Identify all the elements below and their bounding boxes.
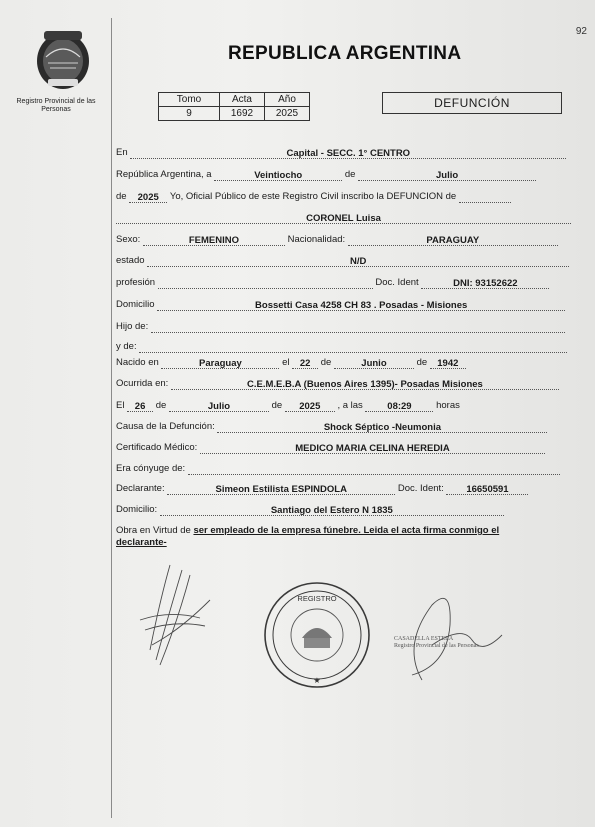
registry-label: Registro Provincial de las Personas (16, 98, 96, 113)
page-number: 92 (575, 26, 587, 37)
table-header-anio: Año (265, 93, 310, 107)
label-profesion: profesión (116, 277, 156, 288)
value-domicilio-declarante: Santiago del Estero N 1835 (270, 505, 393, 516)
label-en: En (116, 147, 128, 158)
table-header-acta: Acta (220, 93, 265, 107)
official-seal-role: Registro Provincial de las Personas (394, 643, 479, 649)
row-yde (116, 340, 571, 354)
official-seal-name: CASADELLA ESTELA (394, 636, 454, 642)
label-nacionalidad: Nacionalidad: (287, 234, 346, 245)
label-doc-declarante: Doc. Ident: (397, 483, 444, 494)
table-value-tomo: 9 (159, 107, 220, 121)
value-nac-anio: 1942 (437, 358, 459, 369)
value-domicilio: Bossetti Casa 4258 CH 83 . Posadas - Misiones (255, 300, 468, 311)
row-ocurrida (116, 377, 571, 391)
record-table (158, 92, 310, 121)
value-def-dia: 26 (134, 401, 146, 412)
label-de: de (344, 169, 356, 180)
row-date (116, 168, 571, 182)
official-seal-text (394, 636, 479, 650)
value-obra: ser empleado de la empresa fúnebre. Leida el acta firma conmigo el (193, 525, 500, 536)
value-hora: 08:29 (387, 401, 412, 412)
label-sexo: Sexo: (116, 234, 141, 245)
label-certificado: Certificado Médico: (116, 442, 198, 453)
value-sexo: FEMENINO (188, 235, 239, 246)
label-causa: Causa de la Defunción: (116, 421, 215, 432)
row-domicilio (116, 298, 571, 312)
label-nacido: Nacido en (116, 357, 159, 368)
page-title: REPUBLICA ARGENTINA (228, 43, 462, 64)
label-de: de (116, 191, 127, 202)
value-nacionalidad: PARAGUAY (426, 235, 480, 246)
label-domicilio-declarante: Domicilio: (116, 504, 158, 515)
label-yde: y de: (116, 341, 137, 352)
value-def-mes: Julio (207, 401, 231, 412)
label-republica: República Argentina, a (116, 169, 212, 180)
label-obra: Obra en Virtud de (116, 525, 191, 536)
label-de: de (271, 400, 283, 411)
value-certificado: MEDICO MARIA CELINA HEREDIA (295, 443, 450, 454)
row-year (116, 190, 571, 204)
value-obra-cont: declarante- (116, 537, 167, 548)
svg-text:REGISTRO: REGISTRO (297, 594, 337, 603)
row-certificado (116, 441, 571, 455)
signature-official-icon (392, 585, 512, 685)
label-official: Yo, Oficial Público de este Registro Civil inscribo la DEFUNCION de (169, 191, 457, 202)
label-alas: , a las (337, 400, 363, 411)
label-ocurrida: Ocurrida en: (116, 378, 169, 389)
value-doc: DNI: 93152622 (453, 278, 518, 289)
label-conyuge: Era cónyuge de: (116, 463, 186, 474)
value-def-anio: 2025 (299, 401, 321, 412)
label-domicilio: Domicilio (116, 299, 155, 310)
label-horas: horas (436, 400, 460, 411)
value-estado: N/D (349, 256, 367, 267)
province-logo-icon (34, 27, 92, 91)
value-ocurrida: C.E.M.E.B.A (Buenos Aires 1395)- Posadas Misiones (247, 379, 483, 390)
signature-declarante-icon (130, 560, 220, 670)
row-sexo (116, 233, 571, 247)
row-obra-cont (116, 536, 571, 550)
record-type-box: DEFUNCIÓN (382, 92, 562, 114)
value-month: Julio (436, 170, 459, 181)
svg-text:★: ★ (313, 676, 321, 685)
value-doc-declarante: 16650591 (466, 484, 509, 495)
row-hijo (116, 320, 571, 334)
row-domicilio-declarante (116, 503, 571, 517)
row-declarante (116, 482, 571, 496)
row-profesion (116, 276, 571, 290)
value-nac-mes: Junio (361, 358, 387, 369)
label-estado: estado (116, 255, 145, 266)
value-nac-dia: 22 (299, 358, 311, 369)
margin-line (111, 18, 112, 818)
value-nacido-lugar: Paraguay (199, 358, 242, 369)
value-causa: Shock Séptico -Neumonia (323, 422, 441, 433)
row-name (116, 211, 571, 225)
value-day: Veintiocho (254, 170, 303, 181)
row-nacido (116, 356, 571, 370)
label-de: de (320, 357, 332, 368)
table-header-tomo: Tomo (159, 93, 220, 107)
row-fecha-defuncion (116, 399, 571, 413)
value-year: 2025 (137, 192, 159, 203)
row-causa (116, 420, 571, 434)
label-de: de (416, 357, 428, 368)
label-doc: Doc. Ident (375, 277, 419, 288)
label-el: El (116, 400, 125, 411)
value-location: Capital - SECC. 1° CENTRO (286, 148, 411, 159)
label-hijo: Hijo de: (116, 321, 149, 332)
label-el: el (282, 357, 290, 368)
value-deceased-name: CORONEL Luisa (306, 213, 381, 224)
label-declarante: Declarante: (116, 483, 165, 494)
label-de: de (155, 400, 167, 411)
value-declarante: Simeon Estilista ESPINDOLA (215, 484, 347, 495)
row-estado (116, 254, 571, 268)
table-value-acta: 1692 (220, 107, 265, 121)
row-conyuge (116, 462, 571, 476)
row-en (116, 146, 571, 160)
table-value-anio: 2025 (265, 107, 310, 121)
registry-stamp-icon (262, 580, 372, 690)
